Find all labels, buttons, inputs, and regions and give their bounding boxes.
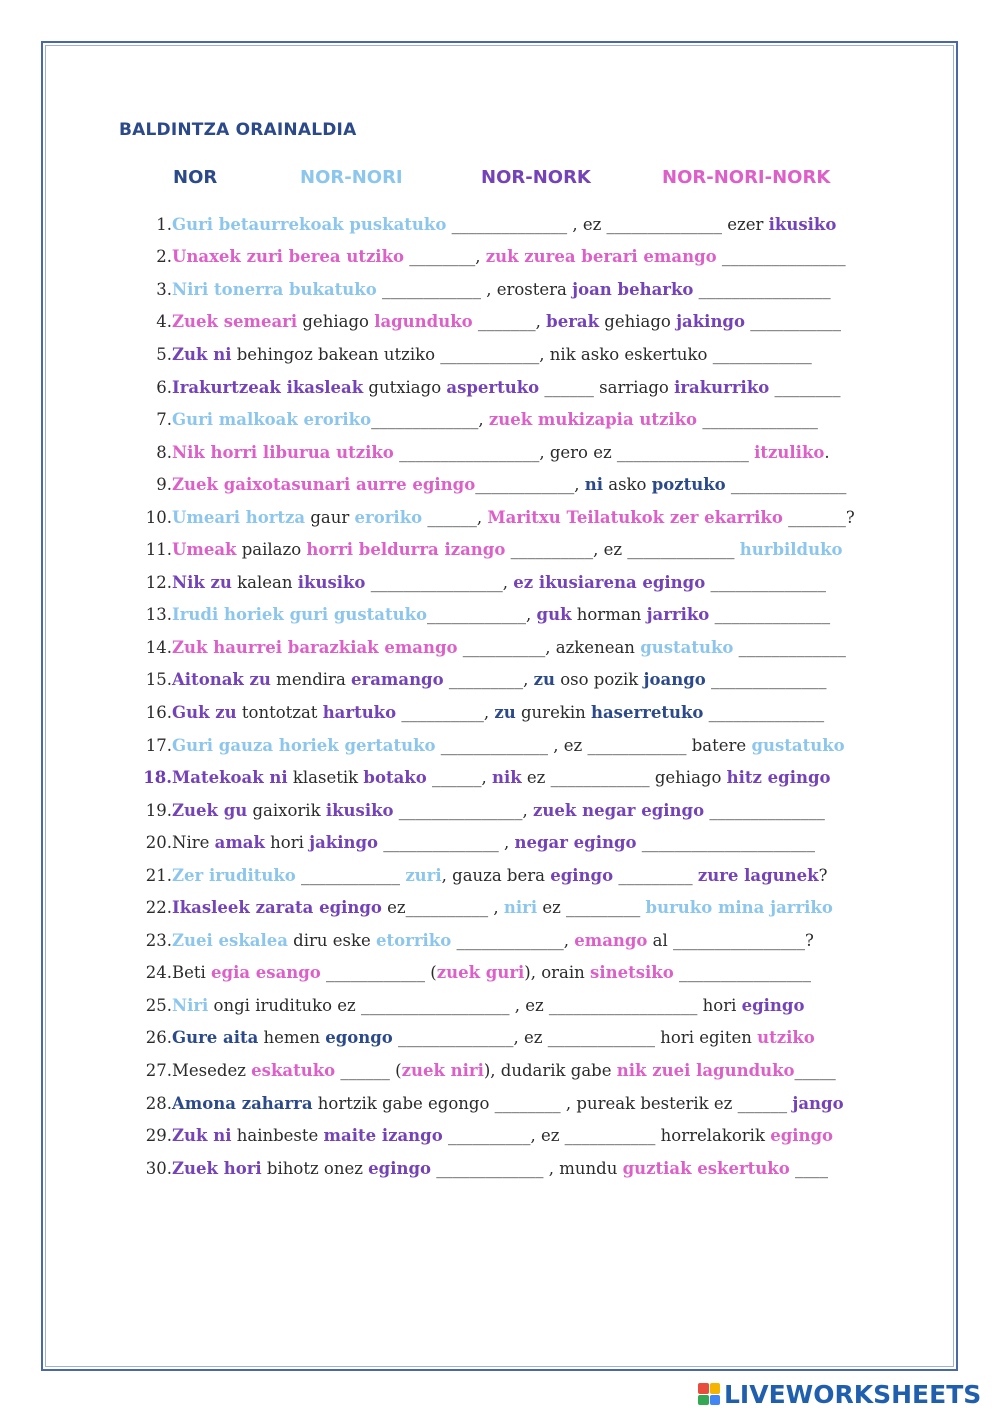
sentence-text: Mesedez — [172, 1060, 252, 1080]
exercise-number: 7. — [156, 410, 172, 430]
verb-phrase-nori: buruko mina jarriko — [645, 898, 833, 918]
sentence-text: horman — [571, 605, 647, 625]
sentence-text: ______, — [426, 768, 492, 788]
legend-item-nor-nork: NOR-NORK — [481, 167, 591, 188]
verb-phrase-nori: hurbilduko — [739, 540, 843, 560]
verb-phrase-nork: Guk zu — [172, 702, 237, 722]
verb-phrase-nor: zu — [494, 702, 516, 722]
verb-phrase-nnn: Maritxu Teilatukok zer ekarriko — [487, 507, 783, 527]
exercise-row — [130, 1119, 900, 1152]
exercise-number: 21. — [145, 865, 172, 885]
sentence-text: gehiago — [297, 312, 375, 332]
sentence-text: hainbeste — [231, 1126, 324, 1146]
verb-phrase-nork: amak — [214, 833, 265, 853]
verb-phrase-nori: niri — [503, 898, 538, 918]
exercise-sentence — [172, 898, 900, 917]
sentence-text: ___________ — [744, 312, 841, 332]
sentence-text: _________________, gero ez ________________ — [393, 442, 755, 462]
verb-phrase-nork: Aitonak zu — [172, 670, 271, 690]
exercise-row — [130, 924, 900, 957]
exercise-row — [130, 501, 900, 534]
exercise-sentence — [172, 833, 900, 852]
sentence-text: _____________ , ez ____________ batere — [435, 735, 752, 755]
sentence-text: _______________, — [393, 800, 534, 820]
sentence-text: _______? — [782, 507, 855, 527]
verb-phrase-nork: ikusiko — [768, 214, 837, 234]
verb-phrase-nork: Nik zu — [172, 572, 232, 592]
logo-text: LIVEWORKSHEETS — [724, 1379, 982, 1409]
sentence-text: ______, — [422, 507, 488, 527]
sentence-text: _____________ — [733, 637, 846, 657]
sentence-text: ongi irudituko ez __________________ , ez __________________ hori — [208, 995, 742, 1015]
exercise-sentence — [172, 378, 900, 397]
exercise-row — [130, 566, 900, 599]
verb-phrase-nork: egingo — [368, 1158, 432, 1178]
exercise-row — [130, 957, 900, 990]
verb-phrase-nork: jakingo — [309, 833, 379, 853]
exercise-number: 26. — [145, 1028, 172, 1048]
exercise-number: 29. — [145, 1126, 172, 1146]
exercise-number: 16. — [145, 702, 172, 722]
verb-phrase-nork: jakingo — [676, 312, 745, 332]
verb-phrase-nori: Zer irudituko — [172, 865, 296, 885]
exercise-sentence — [172, 1028, 900, 1047]
verb-phrase-nori: Irudi horiek guri gustatuko — [172, 605, 428, 625]
sentence-text: _____________, — [371, 410, 489, 430]
verb-phrase-nor: ni — [584, 475, 603, 495]
verb-phrase-nori: Zuei eskalea — [172, 930, 288, 950]
sentence-text: ________, — [404, 247, 486, 267]
sentence-text: _____________________ — [636, 833, 816, 853]
exercise-number: 24. — [145, 963, 172, 983]
exercise-row — [130, 306, 900, 339]
legend-item-nor: NOR — [173, 167, 218, 188]
worksheet-title: BALDINTZA ORAINALDIA — [119, 120, 357, 140]
exercise-sentence — [172, 1094, 900, 1113]
verb-phrase-nori: Guri betaurrekoak puskatuko — [172, 214, 447, 234]
sentence-text: , gauza bera — [441, 865, 551, 885]
sentence-text: ? — [818, 865, 828, 885]
exercise-row — [130, 696, 900, 729]
sentence-text: ____ — [789, 1158, 828, 1178]
sentence-text: ), orain — [524, 963, 591, 983]
verb-phrase-nork: joan beharko — [572, 279, 694, 299]
sentence-text: ez _________ — [537, 898, 646, 918]
exercise-row — [130, 729, 900, 762]
legend-item-nor-nori: NOR-NORI — [300, 167, 403, 188]
verb-phrase-nnn: zuek niri — [401, 1060, 484, 1080]
exercise-row — [130, 891, 900, 924]
exercise-row — [130, 338, 900, 371]
exercise-number: 13. — [145, 605, 172, 625]
verb-phrase-nor: poztuko — [651, 475, 726, 495]
exercise-list — [130, 208, 900, 1184]
sentence-text: ______________ , — [378, 833, 515, 853]
sentence-text: gurekin — [515, 702, 591, 722]
sentence-text: kalean — [231, 572, 298, 592]
exercise-number: 18. — [143, 768, 172, 788]
sentence-text: ), dudarik gabe — [483, 1060, 617, 1080]
verb-phrase-nnn: itzuliko — [754, 442, 825, 462]
verb-phrase-nori: Guri malkoak eroriko — [172, 410, 372, 430]
exercise-number: 22. — [145, 898, 172, 918]
verb-phrase-nork: ez ikusiarena egingo — [513, 572, 706, 592]
exercise-number: 17. — [145, 735, 172, 755]
exercise-number: 8. — [156, 442, 172, 462]
exercise-row — [130, 1054, 900, 1087]
sentence-text: Beti — [172, 963, 212, 983]
exercise-number: 9. — [156, 475, 172, 495]
verb-phrase-nork: egingo — [741, 995, 805, 1015]
verb-phrase-nori: gustatuko — [640, 637, 734, 657]
sentence-text: ______ sarriago — [539, 377, 675, 397]
exercise-number: 30. — [145, 1158, 172, 1178]
sentence-text: pailazo — [236, 540, 307, 560]
verb-phrase-nnn: egingo — [770, 1126, 834, 1146]
sentence-text: gaixorik — [247, 800, 326, 820]
sentence-text: ______ ( — [335, 1060, 402, 1080]
sentence-text: _________ — [613, 865, 698, 885]
liveworksheets-logo-icon — [698, 1383, 720, 1405]
verb-phrase-nnn: Unaxek zuri berea utziko — [172, 247, 405, 267]
sentence-text: diru eske — [287, 930, 377, 950]
verb-phrase-nori: zuri — [405, 865, 442, 885]
verb-phrase-nork: Zuek hori — [172, 1158, 262, 1178]
exercise-sentence — [172, 410, 900, 429]
verb-phrase-nork: irakurriko — [674, 377, 770, 397]
exercise-sentence — [172, 508, 900, 527]
exercise-row — [130, 1087, 900, 1120]
verb-phrase-nork: ikusiko — [325, 800, 394, 820]
verb-phrase-nork: guk — [536, 605, 572, 625]
sentence-text: gaur — [305, 507, 355, 527]
exercise-number: 27. — [145, 1060, 172, 1080]
verb-phrase-nnn: sinetsiko — [590, 963, 674, 983]
verb-phrase-nnn: nik zuei lagunduko — [616, 1060, 795, 1080]
sentence-text: asko — [602, 475, 652, 495]
verb-phrase-nnn: Zuk haurrei barazkiak emango — [172, 637, 458, 657]
verb-phrase-nnn: zuk zurea berari emango — [485, 247, 717, 267]
exercise-sentence — [172, 866, 900, 885]
sentence-text: ________ — [769, 377, 841, 397]
verb-phrase-nork: jango — [792, 1093, 844, 1113]
sentence-text: ______________ — [725, 475, 847, 495]
sentence-text: gehiago — [599, 312, 677, 332]
sentence-text: ez ____________ gehiago — [521, 768, 727, 788]
exercise-row — [130, 859, 900, 892]
verb-phrase-nnn: horri beldurra izango — [306, 540, 506, 560]
sentence-text: ____________ ( — [320, 963, 437, 983]
legend-item-nor-nori-nork: NOR-NORI-NORK — [662, 167, 831, 188]
verb-phrase-nnn: egia esango — [211, 963, 321, 983]
exercise-row — [130, 1022, 900, 1055]
sentence-text: behingoz bakean utziko ____________, nik asko eskertuko ____________ — [231, 344, 812, 364]
verb-phrase-nori: gustatuko — [751, 735, 845, 755]
sentence-text: mendira — [270, 670, 352, 690]
sentence-text: ____________ , erostera — [376, 279, 573, 299]
exercise-row — [130, 208, 900, 241]
verb-phrase-nor: joango — [643, 670, 706, 690]
verb-phrase-nork: Zuk ni — [172, 1126, 232, 1146]
sentence-text: ______________ — [703, 702, 825, 722]
verb-phrase-nori: Niri tonerra bukatuko — [172, 279, 377, 299]
exercise-sentence — [172, 736, 900, 755]
verb-phrase-nnn: emango — [574, 930, 648, 950]
exercise-number: 12. — [145, 572, 172, 592]
verb-phrase-nork: maite izango — [323, 1126, 443, 1146]
verb-phrase-nnn: Umeak — [172, 540, 237, 560]
sentence-text: ______________ — [704, 800, 825, 820]
exercise-sentence — [172, 475, 900, 494]
exercise-number: 5. — [156, 344, 172, 364]
sentence-text: _____________, — [451, 930, 575, 950]
sentence-text: ______________ — [705, 572, 826, 592]
verb-phrase-nori: Umeari hortza — [172, 507, 306, 527]
exercise-row — [130, 436, 900, 469]
verb-phrase-nork: jarriko — [646, 605, 710, 625]
exercise-row — [130, 989, 900, 1022]
exercise-sentence — [172, 768, 900, 787]
exercise-sentence — [172, 605, 900, 624]
exercise-sentence — [172, 703, 900, 722]
verb-phrase-nork: Ikasleek zarata egingo — [172, 898, 382, 918]
sentence-text: hori — [264, 833, 310, 853]
exercise-sentence — [172, 215, 900, 234]
exercise-row — [130, 794, 900, 827]
verb-phrase-nori: eroriko — [354, 507, 423, 527]
sentence-text: ______________ — [697, 410, 818, 430]
verb-phrase-nnn: Nik horri liburua utziko — [172, 442, 394, 462]
exercise-sentence — [172, 670, 900, 689]
exercise-sentence — [172, 1061, 900, 1080]
verb-phrase-nnn: lagunduko — [374, 312, 473, 332]
exercise-number: 19. — [145, 800, 172, 820]
sentence-text: __________, ez ___________ horrelakorik — [442, 1126, 771, 1146]
sentence-text: ez__________ , — [381, 898, 504, 918]
sentence-text: __________, ez _____________ — [505, 540, 740, 560]
verb-phrase-nnn: zuek guri — [436, 963, 525, 983]
verb-phrase-nor: egongo — [325, 1028, 393, 1048]
exercise-number: 3. — [156, 279, 172, 299]
verb-phrase-nork: zure lagunek — [697, 865, 819, 885]
exercise-number: 2. — [156, 247, 172, 267]
verb-phrase-nork: berak — [546, 312, 600, 332]
verb-phrase-nork: Zuek gu — [172, 800, 248, 820]
sentence-text: ________________, — [365, 572, 514, 592]
exercise-number: 11. — [145, 540, 172, 560]
exercise-number: 6. — [156, 377, 172, 397]
exercise-number: 23. — [145, 930, 172, 950]
exercise-sentence — [172, 1126, 900, 1145]
exercise-sentence — [172, 801, 900, 820]
verb-phrase-nnn: zuek mukizapia utziko — [488, 410, 698, 430]
verb-phrase-nnn: guztiak eskertuko — [622, 1158, 790, 1178]
exercise-row — [130, 599, 900, 632]
verb-phrase-nork: egingo — [550, 865, 614, 885]
exercise-number: 4. — [156, 312, 172, 332]
exercise-sentence — [172, 996, 900, 1015]
verb-phrase-nork: Irakurtzeak ikasleak — [172, 377, 364, 397]
exercise-sentence — [172, 312, 900, 331]
sentence-text: tontotzat — [236, 702, 323, 722]
verb-phrase-nork: botako — [363, 768, 427, 788]
verb-phrase-nork: ikusiko — [297, 572, 366, 592]
sentence-text: oso pozik — [554, 670, 644, 690]
verb-phrase-nor: zu — [533, 670, 555, 690]
exercise-number: 25. — [145, 995, 172, 1015]
sentence-text: __________, — [396, 702, 495, 722]
verb-phrase-nnn: utziko — [757, 1028, 815, 1048]
exercise-number: 15. — [145, 670, 172, 690]
liveworksheets-logo — [698, 1381, 981, 1407]
sentence-text: ____________, — [475, 475, 585, 495]
exercise-sentence — [172, 247, 900, 266]
exercise-row — [130, 1152, 900, 1185]
exercise-sentence — [172, 540, 900, 559]
sentence-text: _____ — [794, 1060, 836, 1080]
exercise-sentence — [172, 280, 900, 299]
sentence-text: . — [824, 442, 830, 462]
sentence-text: ______________ — [705, 670, 827, 690]
sentence-text: klasetik — [287, 768, 364, 788]
exercise-row — [130, 631, 900, 664]
verb-phrase-nor: Gure aita — [172, 1028, 259, 1048]
exercise-row — [130, 664, 900, 697]
sentence-text: al ________________? — [647, 930, 814, 950]
sentence-text: ____________ — [295, 865, 406, 885]
exercise-row — [130, 826, 900, 859]
sentence-text: hemen — [258, 1028, 326, 1048]
exercise-number: 10. — [145, 507, 172, 527]
verb-phrase-nori: Guri gauza horiek gertatuko — [172, 735, 436, 755]
verb-phrase-nork: Matekoak ni — [172, 768, 288, 788]
exercise-sentence — [172, 573, 900, 592]
sentence-text: gutxiago — [363, 377, 447, 397]
verb-phrase-nork: negar egingo — [514, 833, 637, 853]
sentence-text: Nire — [172, 833, 215, 853]
verb-phrase-nork: aspertuko — [446, 377, 540, 397]
verb-phrase-nnn: Zuek gaixotasunari aurre egingo — [172, 475, 476, 495]
verb-phrase-nor: haserretuko — [590, 702, 704, 722]
sentence-text: ______________, ez _____________ hori egiten — [392, 1028, 758, 1048]
verb-phrase-nork: Zuk ni — [172, 344, 232, 364]
verb-phrase-nori: etorriko — [376, 930, 452, 950]
exercise-sentence — [172, 1159, 900, 1178]
verb-phrase-nork: hartuko — [322, 702, 397, 722]
exercise-number: 20. — [145, 833, 172, 853]
verb-phrase-nori: Niri — [172, 995, 209, 1015]
exercise-sentence — [172, 931, 900, 950]
exercise-row — [130, 533, 900, 566]
sentence-text: ______________ , ez ______________ ezer — [446, 214, 769, 234]
exercise-sentence — [172, 345, 900, 364]
verb-phrase-nnn: Zuek semeari — [172, 312, 298, 332]
sentence-text: _______________ — [716, 247, 846, 267]
verb-phrase-nork: hitz egingo — [726, 768, 831, 788]
exercise-row — [130, 403, 900, 436]
sentence-text: bihotz onez — [261, 1158, 369, 1178]
verb-phrase-nnn: eskatuko — [251, 1060, 336, 1080]
sentence-text: ____________, — [427, 605, 537, 625]
sentence-text: ______________ — [709, 605, 831, 625]
sentence-text: __________, azkenean — [457, 637, 641, 657]
exercise-sentence — [172, 963, 900, 982]
sentence-text: ________________ — [693, 279, 831, 299]
exercise-sentence — [172, 443, 900, 462]
sentence-text: _______, — [472, 312, 547, 332]
sentence-text: _________, — [443, 670, 534, 690]
verb-phrase-nork: eramango — [351, 670, 444, 690]
exercise-number: 1. — [156, 214, 172, 234]
exercise-row — [130, 241, 900, 274]
exercise-row — [130, 371, 900, 404]
exercise-row — [130, 273, 900, 306]
sentence-text: _____________ , mundu — [431, 1158, 623, 1178]
exercise-row — [130, 468, 900, 501]
sentence-text: ________________ — [673, 963, 811, 983]
exercise-number: 28. — [145, 1093, 172, 1113]
sentence-text: hortzik gabe egongo ________ , pureak besterik ez ______ — [312, 1093, 793, 1113]
verb-phrase-nork: zuek negar egingo — [533, 800, 705, 820]
exercise-sentence — [172, 638, 900, 657]
verb-phrase-nork: nik — [491, 768, 522, 788]
exercise-row — [130, 761, 900, 794]
verb-phrase-nor: Amona zaharra — [172, 1093, 313, 1113]
exercise-number: 14. — [145, 637, 172, 657]
